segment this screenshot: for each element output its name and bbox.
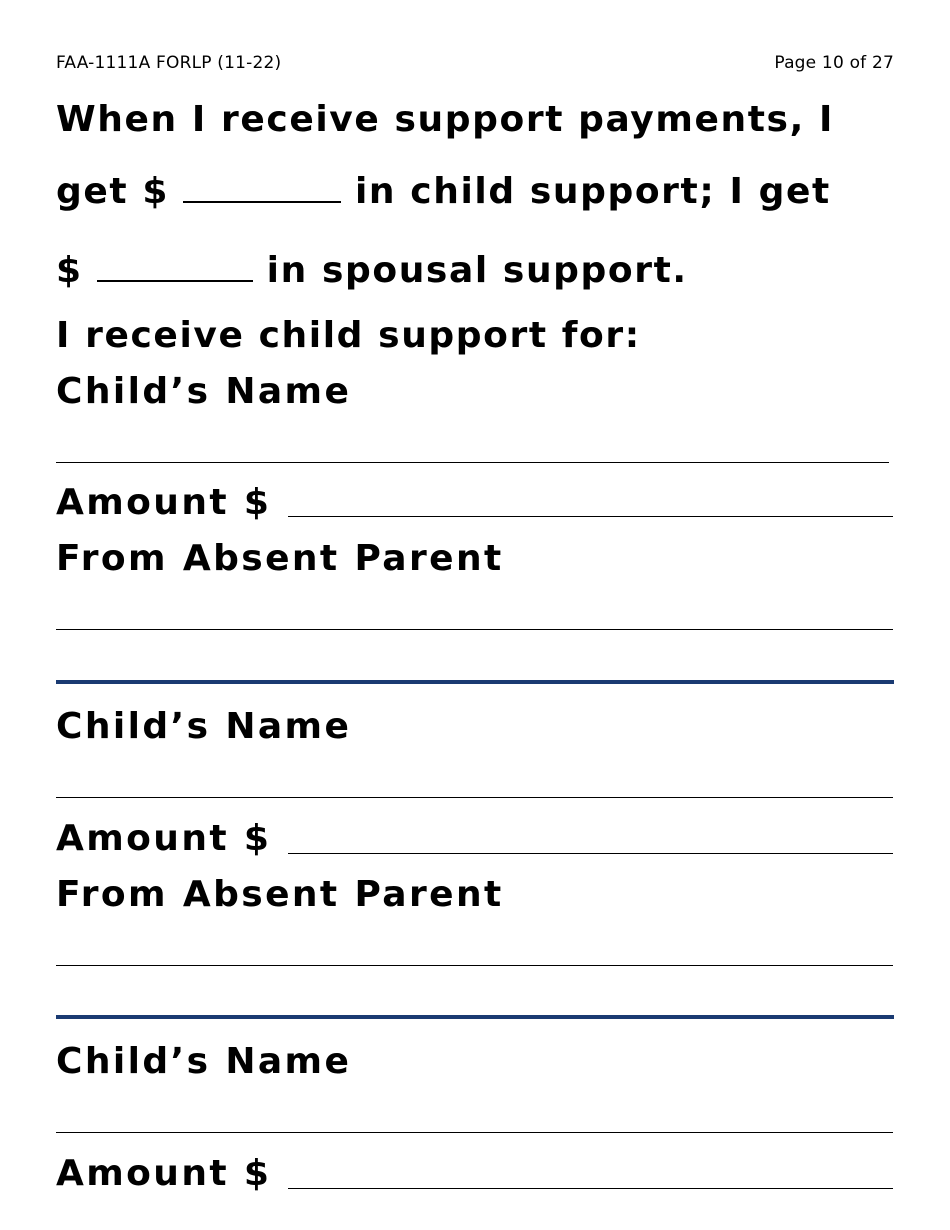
child-name-label-1: Child’s Name [56, 371, 352, 412]
spousal-support-amount-field[interactable] [97, 279, 253, 282]
child-name-label-3: Child’s Name [56, 1041, 352, 1082]
amount-label-2: Amount $ [56, 818, 272, 859]
statement-line-3 [56, 250, 688, 291]
absent-parent-field-2[interactable] [56, 965, 893, 966]
statement-line-2-prefix: get $ [56, 171, 169, 212]
section-divider-2 [56, 1015, 894, 1019]
amount-field-3[interactable] [288, 1188, 893, 1189]
children-heading: I receive child support for: [56, 315, 641, 356]
amount-field-1[interactable] [288, 516, 893, 517]
child-name-field-1[interactable] [56, 462, 889, 463]
amount-field-2[interactable] [288, 853, 893, 854]
child-name-label-2: Child’s Name [56, 706, 352, 747]
statement-line-2 [56, 171, 831, 212]
child-support-amount-field[interactable] [183, 200, 341, 203]
statement-line-2-suffix: in child support; I get [354, 171, 831, 212]
absent-parent-label-1: From Absent Parent [56, 538, 504, 579]
amount-label-1: Amount $ [56, 482, 272, 523]
section-divider-1 [56, 680, 894, 684]
statement-line-3-prefix: $ [56, 250, 83, 291]
absent-parent-field-1[interactable] [56, 629, 893, 630]
amount-label-3: Amount $ [56, 1153, 272, 1194]
page-number: Page 10 of 27 [774, 53, 894, 73]
child-name-field-3[interactable] [56, 1132, 893, 1133]
statement-line-3-suffix: in spousal support. [266, 250, 688, 291]
form-id: FAA-1111A FORLP (11-22) [56, 53, 282, 73]
child-name-field-2[interactable] [56, 797, 893, 798]
statement-line-1: When I receive support payments, I [56, 99, 834, 140]
absent-parent-label-2: From Absent Parent [56, 874, 504, 915]
